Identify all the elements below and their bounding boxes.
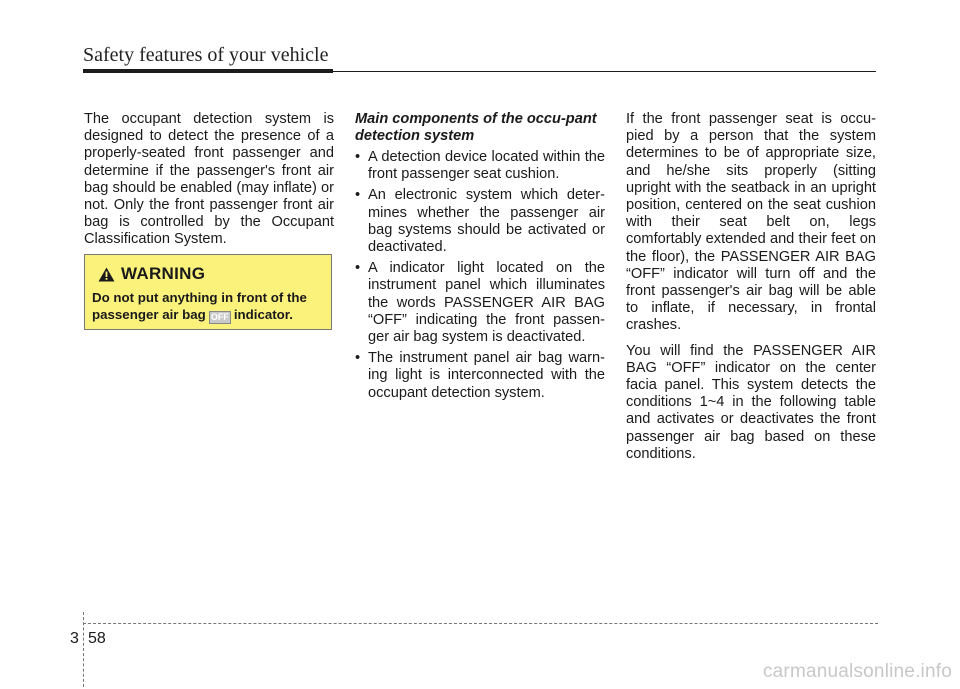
column-2 (355, 111, 605, 406)
list-item (355, 149, 605, 183)
header-rule-thin (333, 71, 876, 72)
warning-text-after: indicator. (233, 307, 293, 322)
warning-box (84, 254, 332, 330)
warning-triangle-icon (98, 267, 115, 282)
warning-text-before: Do not put anything in front of the passenger air bag (92, 290, 307, 322)
list-item-text: A detection device located within the front passenger seat cushion. (368, 149, 605, 183)
list-item (355, 187, 605, 256)
list-item (355, 350, 605, 402)
watermark: carmanualsonline.info (762, 661, 952, 682)
warning-title-text: WARNING (121, 264, 206, 283)
column-1 (84, 111, 334, 257)
intro-paragraph: The occupant detection system is designed to detect the presence of a properly-seated front passenger and determine if the passenger's front air bag should be enabled (may inflate) or not. Only the front passenger front air bag is controlled by the Occupant Classification System. (84, 111, 334, 248)
warning-text (92, 289, 328, 324)
chapter-number: 3 (70, 630, 79, 647)
footer-rule (83, 623, 878, 624)
bullet-icon: • (355, 350, 361, 367)
list-item (355, 260, 605, 346)
column-3 (626, 111, 876, 471)
paragraph-indicator-location: You will find the PASSENGER AIR BAG “OFF” indicator on the center facia panel. This system detects the conditions 1~4 in the following table and activates or deactivates the front passenger air bag based on these conditions. (626, 342, 876, 462)
list-item-text: The instrument panel air bag warn-ing light is interconnected with the occupant detection system. (368, 350, 605, 401)
page-header-title: Safety features of your vehicle (83, 44, 329, 66)
airbag-off-indicator-icon: OFF (210, 312, 229, 322)
list-item-text: A indicator light located on the instrument panel which illuminates the words PASSENGER AIR BAG “OFF” indicating the front passen-ger air bag system is deactivated. (368, 260, 605, 346)
bullet-icon: • (355, 149, 361, 165)
warning-title (98, 264, 205, 284)
page-number: 58 (88, 630, 106, 647)
bullet-icon: • (355, 187, 361, 204)
list-item-text: An electronic system which deter-mines whether the passenger air bag systems should be activated or deactivated. (368, 187, 605, 256)
section-heading: Main components of the occu-pant detection system (355, 111, 597, 144)
header-rule-thick (83, 69, 333, 73)
paragraph-occupied-seat: If the front passenger seat is occu-pied by a person that the system determines to be of appropriate size, and he/she sits properly (sitting upright with the seatback in an upright position, centered on the seat cushion with their seat belt on, legs comfortably extended and their feet on the floor), the PASSENGER AIR BAG “OFF” indicator will turn off and the front passenger's air bag will be able to inflate, if necessary, in frontal crashes. (626, 111, 876, 334)
bullet-icon: • (355, 260, 361, 277)
components-list (355, 149, 605, 402)
